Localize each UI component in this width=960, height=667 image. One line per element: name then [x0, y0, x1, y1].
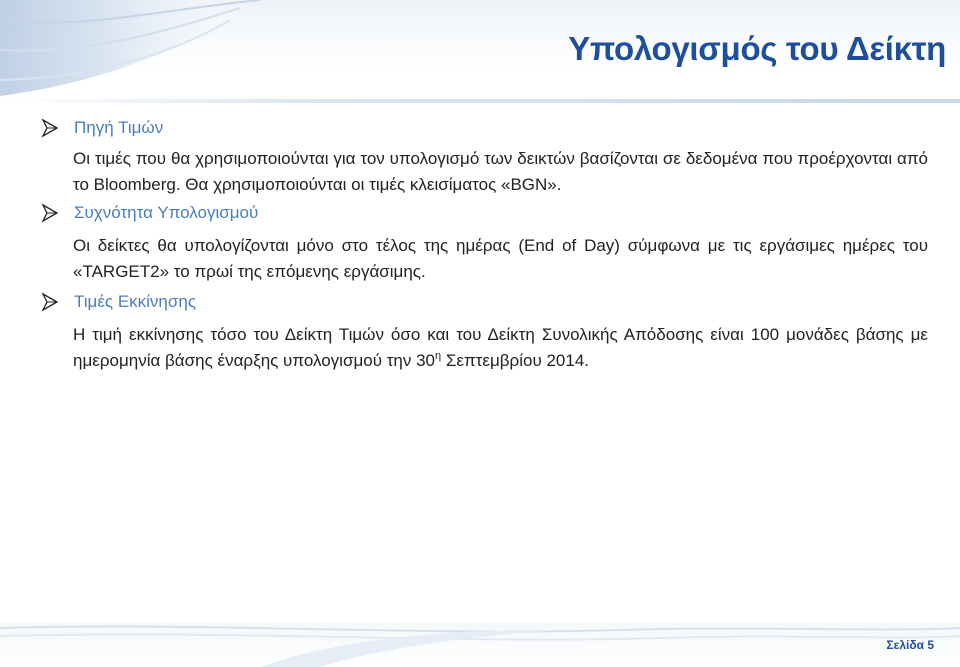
section-heading-text: Τιμές Εκκίνησης	[74, 292, 197, 311]
slide-number: Σελίδα 5	[886, 638, 934, 652]
slide-content	[40, 116, 928, 374]
section-heading-price-source	[40, 116, 928, 140]
section-heading-calc-frequency	[40, 201, 928, 225]
arrowhead-bullet-icon	[40, 203, 60, 223]
body-text-after: Σεπτεμβρίου 2014.	[441, 351, 590, 370]
section-heading-start-values	[40, 290, 928, 314]
section-body-calc-frequency: Οι δείκτες θα υπολογίζονται μόνο στο τέλος της ημέρας (End of Day) σύμφωνα με τις εργάσιμες ημέρες του «TARGET2» το πρωί της επόμενης εργάσιμης.	[73, 236, 928, 281]
ordinal-superscript: η	[435, 350, 442, 362]
section-body-price-source: Οι τιμές που θα χρησιμοποιούνται για τον υπολογισμό των δεικτών βασίζονται σε δεδομένα που προέρχονται από το Bloomberg. Θα χρησιμοποιούνται οι τιμές κλεισίματος «BGN».	[73, 149, 928, 194]
body-text-before: Η τιμή εκκίνησης τόσο του Δείκτη Τιμών όσο και του Δείκτη Συνολικής Απόδοσης είναι 100 μονάδες βάσης με ημερομηνία βάσης έναρξης υπολογισμού την 30	[73, 325, 928, 370]
section-body-start-values	[73, 322, 928, 374]
slide-title: Υπολογισμός του Δείκτη	[568, 30, 946, 67]
footer-band	[0, 622, 960, 667]
section-heading-text: Συχνότητα Υπολογισμού	[74, 203, 259, 222]
arrowhead-bullet-icon	[40, 118, 60, 138]
section-heading-text: Πηγή Τιμών	[74, 118, 164, 137]
arrowhead-bullet-icon	[40, 292, 60, 312]
header-rule	[0, 99, 960, 103]
footer-wave-decoration	[0, 622, 960, 667]
